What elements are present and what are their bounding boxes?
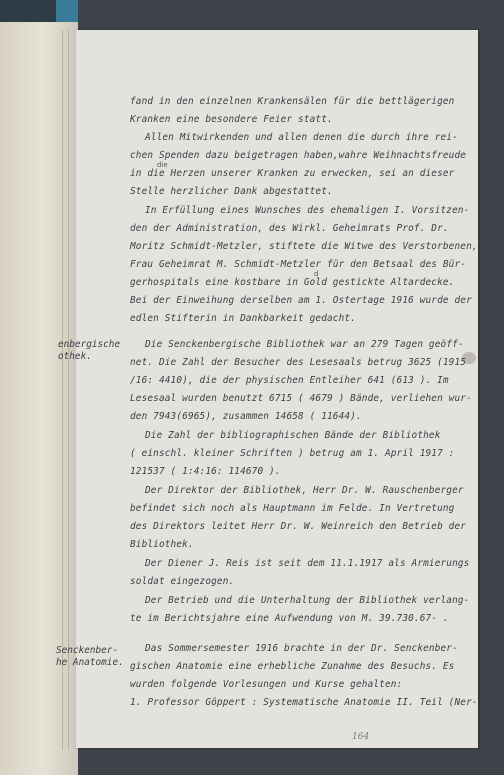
text-line: den 7943(6965), zusammen 14658 ( 11644). [130, 411, 362, 422]
text-line: befindet sich noch als Hauptmann im Felde. In Vertretung [130, 503, 455, 514]
text-line: Das Sommersemester 1916 brachte in der Dr. Senckenber- [145, 643, 458, 654]
text-line: In Erfüllung eines Wunsches des ehemaligen I. Vorsitzen- [145, 205, 470, 216]
text-line: Bibliothek. [130, 539, 194, 550]
text-line: te im Berichtsjahre eine Aufwendung von M. 39.730.67- . [130, 613, 449, 624]
text-line: den der Administration, des Wirkl. Geheimrats Prof. Dr. [130, 223, 449, 234]
spine-tab [0, 0, 78, 22]
text-line: chen Spenden dazu beigetragen haben,wahre Weihnachtsfreude [130, 150, 467, 161]
text-line: Stelle herzlicher Dank abgestattet. [130, 186, 333, 197]
text-line: des Direktors leitet Herr Dr. W. Weinreich den Betrieb der [130, 521, 467, 532]
margin-note: enbergische [58, 339, 121, 350]
text-line: Kranken eine besondere Feier statt. [130, 114, 333, 125]
text-line: Allen Mitwirkenden und allen denen die durch ihre rei- [145, 132, 458, 143]
text-line: /16: 4410), die der physischen Entleiher 641 (613 ). Im [130, 375, 449, 386]
handwritten-correction: die [157, 161, 168, 169]
text-line: edlen Stifterin in Dankbarkeit gedacht. [130, 313, 356, 324]
text-line: Moritz Schmidt-Metzler, stiftete die Witwe des Verstorbenen, [130, 241, 478, 252]
text-line: in die Herzen unserer Kranken zu erwecken, sei an dieser [130, 168, 455, 179]
text-line: Die Zahl der bibliographischen Bände der Bibliothek [145, 430, 441, 441]
text-line: ( einschl. kleiner Schriften ) betrug am 1. April 1917 : [130, 448, 455, 459]
text-line: gischen Anatomie eine erhebliche Zunahme des Besuchs. Es [130, 661, 455, 672]
spine-crease [68, 30, 69, 750]
text-line: wurden folgende Vorlesungen und Kurse gehalten: [130, 679, 403, 690]
text-line: Die Senckenbergische Bibliothek war an 279 Tagen geöff- [145, 339, 464, 350]
text-line: 1. Professor Göppert : Systematische Anatomie II. Teil (Ner- [130, 697, 478, 708]
folio-number: 164 [352, 732, 370, 742]
margin-note: Senckenber- [56, 645, 119, 656]
text-line: Der Direktor der Bibliothek, Herr Dr. W. Rauschenberger [145, 485, 464, 496]
page-edge [74, 30, 76, 748]
text-line: Der Diener J. Reis ist seit dem 11.1.1917 als Armierungs [145, 558, 470, 569]
margin-note: othek. [58, 351, 92, 362]
margin-note: he Anatomie. [56, 657, 124, 668]
text-line: Bei der Einweihung derselben am 1. Ostertage 1916 wurde der [130, 295, 472, 306]
text-line: Frau Geheimrat M. Schmidt-Metzler für den Betsaal des Bür- [130, 259, 467, 270]
spine-tab-marker [56, 0, 78, 22]
text-line: gerhospitals eine kostbare in Gold gestickte Altardecke. [130, 277, 455, 288]
text-line: Der Betrieb und die Unterhaltung der Bibliothek verlang- [145, 595, 470, 606]
text-line: Lesesaal wurden benutzt 6715 ( 4679 ) Bände, verliehen wur- [130, 393, 472, 404]
text-line: net. Die Zahl der Besucher des Lesesaals betrug 3625 (1915 [130, 357, 467, 368]
spine-crease [62, 30, 63, 750]
text-line: 121537 ( 1:4:16: 114670 ). [130, 466, 281, 477]
text-line: soldat eingezogen. [130, 576, 235, 587]
handwritten-correction: d [314, 270, 319, 278]
text-line: fand in den einzelnen Krankensälen für die bettlägerigen [130, 96, 455, 107]
